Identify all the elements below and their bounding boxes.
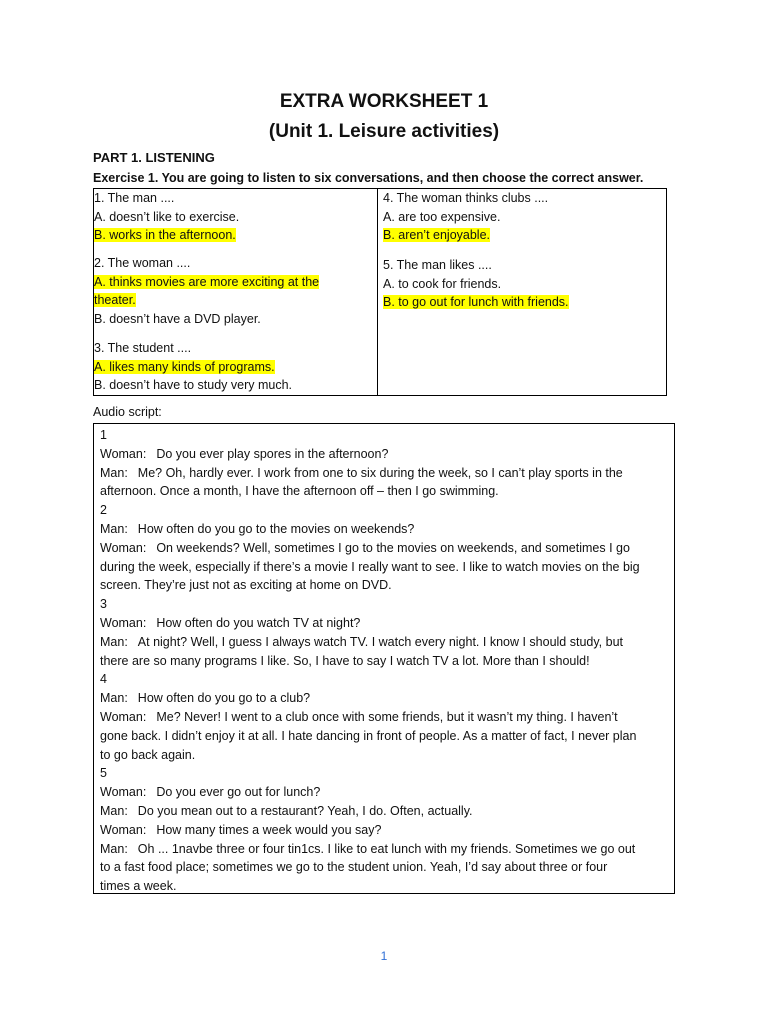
question-3-stem: 3. The student .... xyxy=(94,341,192,355)
exercise-instruction: Exercise 1. You are going to listen to six conversations, and then choose the correct answer. xyxy=(93,171,644,185)
script-text: gone back. I didn’t enjoy it at all. I hate dancing in front of people. As a matter of fact, I never plan xyxy=(100,728,637,743)
script-line xyxy=(100,783,674,802)
script-line xyxy=(100,576,674,595)
script-text: Me? Never! I went to a club once with some friends, but it wasn’t my thing. I haven’t xyxy=(156,709,618,724)
script-text: How many times a week would you say? xyxy=(156,822,382,837)
question-3-option-b: B. doesn’t have to study very much. xyxy=(94,378,293,392)
question-4-option-b-highlighted: B. aren’t enjoyable. xyxy=(383,228,491,242)
question-3-option-a-highlighted: A. likes many kinds of programs. xyxy=(94,359,275,374)
question-2 xyxy=(94,254,319,328)
answer-table xyxy=(93,188,667,396)
script-text: afternoon. Once a month, I have the afternoon off – then I go swimming. xyxy=(100,484,499,499)
script-line xyxy=(100,445,674,464)
script-speaker: Man: xyxy=(100,465,128,480)
script-line xyxy=(100,464,674,483)
script-text: during the week, especially if there’s a movie I really want to see. I like to watch movies on the big xyxy=(100,559,640,574)
script-line xyxy=(100,727,674,746)
audio-script-label: Audio script: xyxy=(93,405,162,419)
script-speaker: Woman: xyxy=(100,822,147,837)
script-line xyxy=(100,633,674,652)
question-4-stem: 4. The woman thinks clubs .... xyxy=(383,191,549,205)
question-3 xyxy=(94,339,292,395)
script-line xyxy=(100,595,674,614)
script-text: Me? Oh, hardly ever. I work from one to six during the week, so I can’t play sports in the xyxy=(137,465,623,480)
script-text: How often do you go to the movies on weekends? xyxy=(137,521,415,536)
script-text: At night? Well, I guess I always watch TV. I watch every night. I know I should study, but xyxy=(137,634,623,649)
script-line xyxy=(100,670,674,689)
script-speaker: Woman: xyxy=(100,540,147,555)
script-text: On weekends? Well, sometimes I go to the movies on weekends, and sometimes I go xyxy=(156,540,630,555)
question-4 xyxy=(383,189,548,245)
part-heading: PART 1. LISTENING xyxy=(93,150,215,165)
script-line xyxy=(100,520,674,539)
question-2-option-a-line1-highlighted: A. thinks movies are more exciting at the xyxy=(94,274,320,289)
question-1-option-b-highlighted: B. works in the afternoon. xyxy=(94,228,236,242)
script-line xyxy=(100,614,674,633)
script-line xyxy=(100,858,674,877)
script-line xyxy=(100,746,674,765)
script-line xyxy=(100,877,674,896)
script-speaker: Man: xyxy=(100,803,128,818)
question-5 xyxy=(383,256,569,312)
answer-column-right xyxy=(378,189,666,395)
script-speaker: Man: xyxy=(100,691,128,706)
script-speaker: Man: xyxy=(100,521,128,536)
script-text: 3 xyxy=(100,597,107,612)
script-line xyxy=(100,821,674,840)
script-speaker: Man: xyxy=(100,634,128,649)
question-2-stem: 2. The woman .... xyxy=(94,256,191,270)
script-text: Do you mean out to a restaurant? Yeah, I do. Often, actually. xyxy=(137,803,473,818)
script-line xyxy=(100,708,674,727)
question-1-stem: 1. The man .... xyxy=(94,191,175,205)
script-text: there are so many programs I like. So, I have to say I watch TV a lot. More than I should! xyxy=(100,653,590,668)
worksheet-subtitle: (Unit 1. Leisure activities) xyxy=(268,121,500,142)
worksheet-title: EXTRA WORKSHEET 1 xyxy=(279,91,489,112)
script-speaker: Woman: xyxy=(100,615,147,630)
script-line xyxy=(100,539,674,558)
script-text: 4 xyxy=(100,672,107,687)
question-1 xyxy=(94,189,239,245)
script-text: 1 xyxy=(100,428,107,442)
script-line xyxy=(100,482,674,501)
script-text: 2 xyxy=(100,503,107,518)
script-speaker: Woman: xyxy=(100,446,147,461)
script-speaker: Woman: xyxy=(100,785,147,800)
audio-script-box xyxy=(93,423,675,894)
script-text: screen. They’re just not as exciting at home on DVD. xyxy=(100,578,392,593)
question-2-option-a-line2-highlighted: theater. xyxy=(94,293,136,307)
script-speaker: Man: xyxy=(100,841,128,856)
script-text: to go back again. xyxy=(100,747,196,762)
script-line xyxy=(100,558,674,577)
script-line xyxy=(100,689,674,708)
script-text: 5 xyxy=(100,766,107,781)
question-5-option-a: A. to cook for friends. xyxy=(383,276,502,291)
script-line xyxy=(100,802,674,821)
script-text: How often do you go to a club? xyxy=(137,691,311,706)
page-number: 1 xyxy=(380,949,388,963)
script-text: Do you ever play spores in the afternoon? xyxy=(156,446,389,461)
script-line xyxy=(100,426,674,445)
script-text: Do you ever go out for lunch? xyxy=(156,785,321,800)
question-2-option-b: B. doesn’t have a DVD player. xyxy=(94,311,261,326)
script-line xyxy=(100,840,674,859)
script-line xyxy=(100,501,674,520)
question-5-stem: 5. The man likes .... xyxy=(383,258,492,272)
script-line xyxy=(100,652,674,671)
question-5-option-b-highlighted: B. to go out for lunch with friends. xyxy=(383,295,569,309)
script-speaker: Woman: xyxy=(100,709,147,724)
question-1-option-a: A. doesn’t like to exercise. xyxy=(94,209,240,224)
script-line xyxy=(100,764,674,783)
question-4-option-a: A. are too expensive. xyxy=(383,209,501,224)
script-text: How often do you watch TV at night? xyxy=(156,615,361,630)
answer-column-left xyxy=(94,189,378,395)
script-text: times a week. xyxy=(100,879,177,894)
script-text: to a fast food place; sometimes we go to the student union. Yeah, I’d say about three or four xyxy=(100,860,608,875)
script-text: Oh ... 1navbe three or four tin1cs. I like to eat lunch with my friends. Sometimes we go out xyxy=(137,841,636,856)
